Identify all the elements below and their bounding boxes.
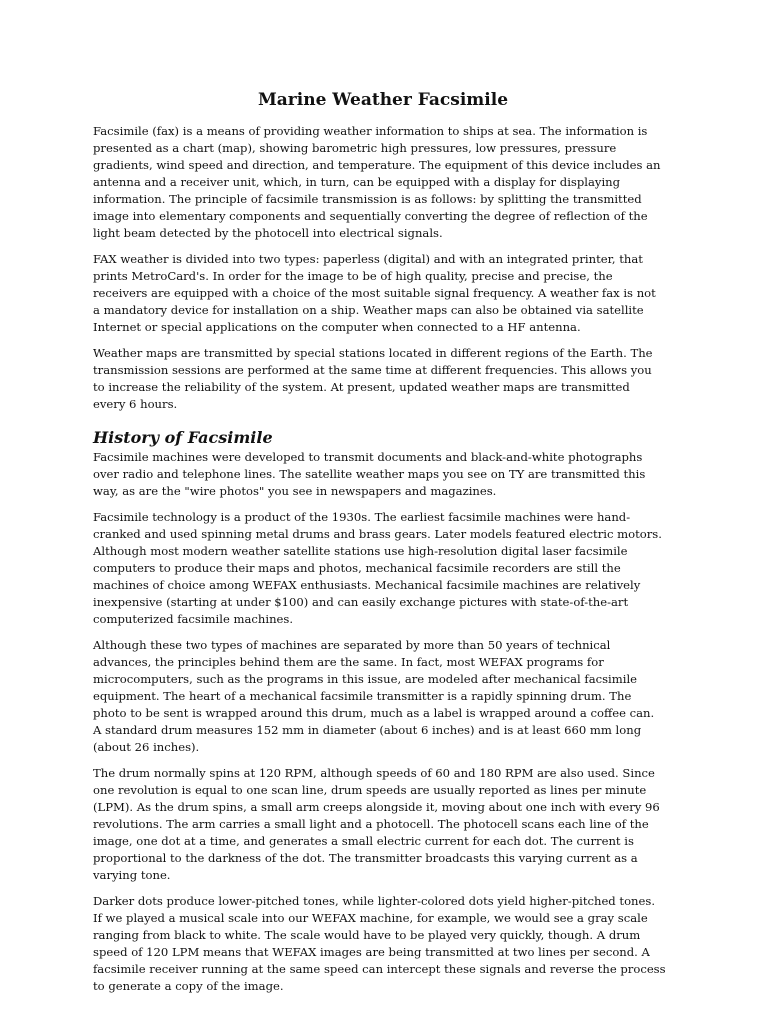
- text-line: revolutions. The arm carries a small light and a photocell. The photocell scans each line of the: [93, 817, 649, 831]
- text-line: (LPM). As the drum spins, a small arm creeps alongside it, moving about one inch with every 96: [93, 800, 660, 814]
- text-line: light beam detected by the photocell into electrical signals.: [93, 226, 443, 240]
- text-line: equipment. The heart of a mechanical facsimile transmitter is a rapidly spinning drum. The: [93, 689, 632, 703]
- text-line: way, as are the "wire photos" you see in newspapers and magazines.: [93, 484, 497, 498]
- text-line: facsimile receiver running at the same speed can intercept these signals and reverse the process: [93, 962, 666, 976]
- intro-paragraph-2: [93, 251, 673, 336]
- text-line: speed of 120 LPM means that WEFAX images are being transmitted at two lines per second. A: [93, 945, 650, 959]
- text-line: Although these two types of machines are separated by more than 50 years of technical: [93, 638, 611, 652]
- document-page: [93, 88, 673, 1004]
- text-line: every 6 hours.: [93, 397, 178, 411]
- history-paragraph-2: [93, 509, 673, 628]
- text-line: image into elementary components and sequentially converting the degree of reflection of the: [93, 209, 648, 223]
- text-line: If we played a musical scale into our WEFAX machine, for example, we would see a gray scale: [93, 911, 648, 925]
- text-line: computers to produce their maps and photos, mechanical facsimile recorders are still the: [93, 561, 621, 575]
- history-paragraph-5: [93, 893, 673, 995]
- text-line: (about 26 inches).: [93, 740, 200, 754]
- text-line: Darker dots produce lower-pitched tones, while lighter-colored dots yield higher-pitched tones.: [93, 894, 656, 908]
- history-section-title: History of Facsimile: [93, 428, 273, 447]
- history-section: [93, 449, 673, 995]
- text-line: proportional to the darkness of the dot. The transmitter broadcasts this varying current as a: [93, 851, 638, 865]
- text-line: Although most modern weather satellite stations use high-resolution digital laser facsimile: [93, 544, 628, 558]
- intro-paragraph-1: [93, 123, 673, 242]
- text-line: FAX weather is divided into two types: paperless (digital) and with an integrated printer, that: [93, 252, 643, 266]
- document-title: Marine Weather Facsimile: [257, 90, 509, 110]
- text-line: ranging from black to white. The scale would have to be played very quickly, though. A drum: [93, 928, 641, 942]
- text-line: over radio and telephone lines. The satellite weather maps you see on TY are transmitted this: [93, 467, 646, 481]
- history-paragraph-1: [93, 449, 673, 500]
- text-line: Internet or special applications on the computer when connected to a HF antenna.: [93, 320, 581, 334]
- text-line: to increase the reliability of the system. At present, updated weather maps are transmitted: [93, 380, 630, 394]
- history-paragraph-4: [93, 765, 673, 884]
- intro-paragraph-3: [93, 345, 673, 413]
- text-line: a mandatory device for installation on a ship. Weather maps can also be obtained via satellite: [93, 303, 644, 317]
- text-line: A standard drum measures 152 mm in diameter (about 6 inches) and is at least 660 mm long: [93, 723, 642, 737]
- text-line: one revolution is equal to one scan line, drum speeds are usually reported as lines per minute: [93, 783, 647, 797]
- text-line: antenna and a receiver unit, which, in turn, can be equipped with a display for displaying: [93, 175, 621, 189]
- text-line: varying tone.: [93, 868, 171, 882]
- text-line: Weather maps are transmitted by special stations located in different regions of the Earth. The: [93, 346, 653, 360]
- history-paragraph-3: [93, 637, 673, 756]
- text-line: computerized facsimile machines.: [93, 612, 294, 626]
- text-line: microcomputers, such as the programs in this issue, are modeled after mechanical facsimile: [93, 672, 638, 686]
- text-line: advances, the principles behind them are the same. In fact, most WEFAX programs for: [93, 655, 604, 669]
- text-line: receivers are equipped with a choice of the most suitable signal frequency. A weather fax is not: [93, 286, 656, 300]
- text-line: transmission sessions are performed at the same time at different frequencies. This allows you: [93, 363, 652, 377]
- text-line: photo to be sent is wrapped around this drum, much as a label is wrapped around a coffee can.: [93, 706, 655, 720]
- text-line: The drum normally spins at 120 RPM, although speeds of 60 and 180 RPM are also used. Since: [93, 766, 655, 780]
- text-line: machines of choice among WEFAX enthusiasts. Mechanical facsimile machines are relatively: [93, 578, 641, 592]
- text-line: prints MetroCard's. In order for the image to be of high quality, precise and precise, the: [93, 269, 613, 283]
- text-line: Facsimile technology is a product of the 1930s. The earliest facsimile machines were hand-: [93, 510, 631, 524]
- text-line: Facsimile (fax) is a means of providing weather information to ships at sea. The information is: [93, 124, 648, 138]
- text-line: cranked and used spinning metal drums and brass gears. Later models featured electric motors.: [93, 527, 662, 541]
- text-line: presented as a chart (map), showing barometric high pressures, low pressures, pressure: [93, 141, 617, 155]
- text-line: Facsimile machines were developed to transmit documents and black-and-white photographs: [93, 450, 643, 464]
- text-line: to generate a copy of the image.: [93, 979, 284, 993]
- text-line: gradients, wind speed and direction, and temperature. The equipment of this device includes an: [93, 158, 661, 172]
- text-line: information. The principle of facsimile transmission is as follows: by splitting the transmitted: [93, 192, 642, 206]
- text-line: image, one dot at a time, and generates a small electric current for each dot. The current is: [93, 834, 634, 848]
- intro-section: [93, 123, 673, 413]
- text-line: inexpensive (starting at under $100) and can easily exchange pictures with state-of-the-art: [93, 595, 629, 609]
